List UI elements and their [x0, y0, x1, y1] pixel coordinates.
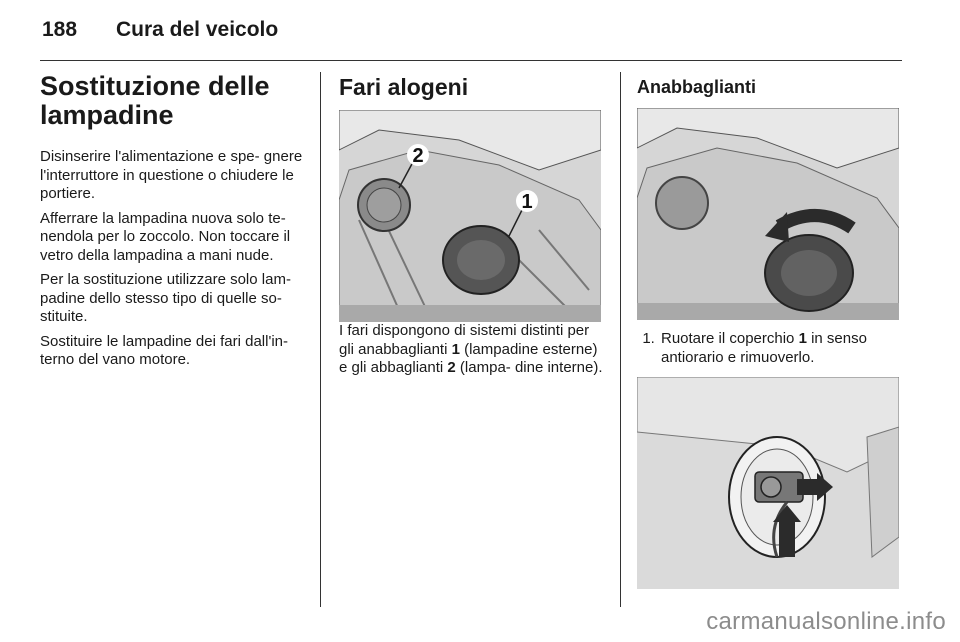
bulb-replacement-heading: Sostituzione delle lampadine	[40, 71, 270, 130]
halogen-caption	[339, 322, 603, 378]
step-item	[659, 330, 901, 367]
caption-text: (lampa- dine interne).	[455, 359, 603, 376]
caption-text: (lampadine esterne) e gli abbaglianti	[339, 340, 598, 376]
column-low-beam	[637, 72, 901, 589]
watermark: carmanualsonline.info	[706, 608, 946, 635]
caption-text: I fari dispongono di sistemi distinti per gli anabbaglianti	[339, 322, 590, 358]
halogen-heading: Fari alogeni	[339, 74, 469, 100]
paragraph: Afferrare la lampadina nuova solo te- nendola per lo zoccolo. Non toccare il vetro della lampadina a mani nude.	[40, 209, 291, 264]
cover-rotation-figure	[637, 108, 899, 320]
section-title: Cura del veicolo	[116, 18, 279, 41]
step-bold: 1	[798, 330, 807, 347]
figure-label-2: 2	[412, 145, 424, 167]
caption-bold: 1	[451, 340, 460, 358]
intro-text	[40, 148, 305, 370]
low-beam-heading: Anabbaglianti	[637, 77, 757, 97]
connector-figure	[637, 377, 899, 589]
paragraph: Sostituire le lampadine dei fari dall'in- terno del vano motore.	[40, 332, 288, 368]
column-halogen	[339, 72, 603, 384]
page-header	[42, 18, 902, 58]
header-rule	[40, 60, 902, 61]
step-text: Ruotare il coperchio	[661, 330, 799, 347]
column-divider	[320, 72, 321, 607]
paragraph: Disinserire l'alimentazione e spe- gnere l'interruttore in questione o chiudere le portiere.	[40, 148, 303, 202]
step-text: in senso antiorario e rimuoverlo.	[661, 330, 867, 366]
headlamp-figure	[339, 110, 601, 322]
step-list	[637, 330, 901, 367]
column-intro	[40, 72, 305, 376]
caption-bold: 2	[447, 359, 456, 376]
column-divider	[620, 72, 621, 607]
paragraph: Per la sostituzione utilizzare solo lam- padine dello stesso tipo di quelle so- stituite.	[40, 271, 291, 325]
figure-label-1: 1	[521, 191, 533, 213]
page-number: 188	[42, 18, 78, 41]
